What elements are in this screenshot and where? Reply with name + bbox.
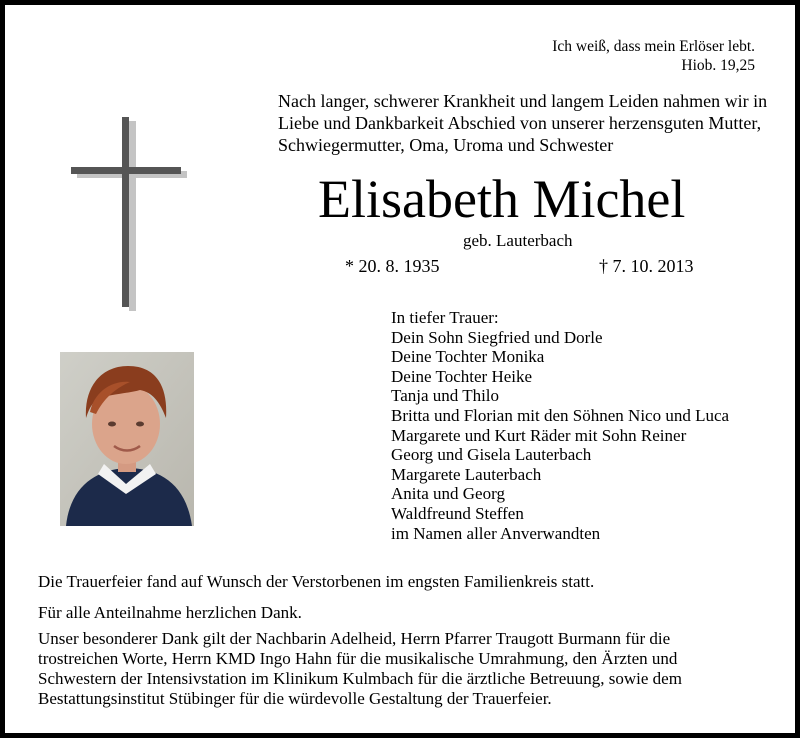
portrait-photo [60, 352, 194, 526]
mourner-line: Britta und Florian mit den Söhnen Nico und Luca [391, 405, 730, 425]
special-thanks-line: trostreichen Worte, Herrn KMD Ingo Hahn für die musikalische Umrahmung, den Ärzten und [38, 649, 678, 668]
mourner-line: Margarete Lauterbach [391, 464, 542, 484]
mourner-line: Deine Tochter Heike [391, 366, 533, 386]
mourners-heading: In tiefer Trauer: [391, 308, 499, 327]
ceremony-note: Die Trauerfeier fand auf Wunsch der Verstorbenen im engsten Familienkreis statt. [38, 572, 595, 591]
deceased-name: Elisabeth Michel [318, 169, 686, 229]
cross-icon [65, 113, 195, 318]
mourner-line: Dein Sohn Siegfried und Dorle [391, 327, 603, 347]
mourner-line: Georg und Gisela Lauterbach [391, 445, 592, 465]
mourner-line: Deine Tochter Monika [391, 347, 545, 367]
mourner-line: Margarete und Kurt Räder mit Sohn Reiner [391, 425, 687, 445]
mourner-line: im Namen aller Anverwandten [391, 523, 601, 543]
intro-text [278, 90, 778, 156]
mourners-list [391, 308, 729, 543]
mourner-line: Tanja und Thilo [391, 386, 500, 406]
special-thanks [38, 629, 682, 709]
epigraph [552, 37, 755, 75]
special-thanks-line: Bestattungsinstitut Stübinger für die würdevolle Gestaltung der Trauerfeier. [38, 689, 552, 708]
epigraph-line-1: Ich weiß, dass mein Erlöser lebt. [552, 38, 755, 55]
mourner-line: Anita und Georg [391, 484, 505, 504]
intro-line: Liebe und Dankbarkeit Abschied von unserer herzensguten Mutter, [278, 113, 762, 133]
birth-date: * 20. 8. 1935 [345, 256, 440, 276]
epigraph-line-2: Hiob. 19,25 [681, 57, 755, 74]
death-date: † 7. 10. 2013 [599, 256, 694, 276]
intro-line: Schwiegermutter, Oma, Uroma und Schwester [278, 135, 614, 155]
thanks-note: Für alle Anteilnahme herzlichen Dank. [38, 603, 302, 622]
intro-line: Nach langer, schwerer Krankheit und langem Leiden nahmen wir in [278, 91, 768, 111]
mourner-line: Waldfreund Steffen [391, 503, 524, 523]
special-thanks-line: Unser besonderer Dank gilt der Nachbarin Adelheid, Herrn Pfarrer Traugott Burmann für die [38, 629, 671, 648]
birth-name: geb. Lauterbach [463, 231, 573, 250]
special-thanks-line: Schwestern der Intensivstation im Klinikum Kulmbach für die ärztliche Betreuung, sowie dem [38, 669, 682, 688]
